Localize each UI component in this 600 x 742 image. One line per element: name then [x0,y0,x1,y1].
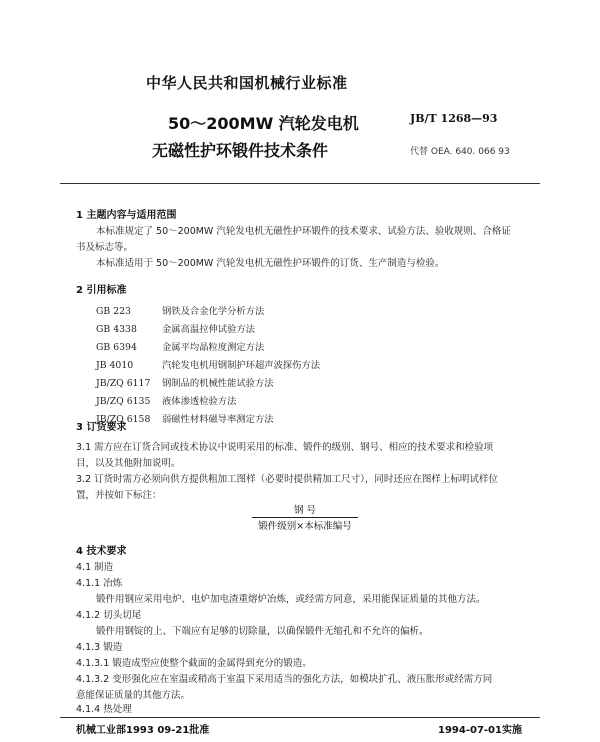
clause-4-1-1-text: 锻件用钢应采用电炉、电炉加电渣重熔炉冶炼，或经需方同意，采用能保证质量的其他方法。 [96,594,486,605]
clause-3-1b: 目，以及其他附加说明。 [76,458,181,469]
ref-item: GB 4338 金属高温拉伸试验方法 [96,324,255,335]
clause-4-1-4: 4.1.4 热处理 [76,704,132,715]
marking-formula-numerator: 钢 号 [252,502,358,518]
clause-4-1-3-2a: 4.1.3.2 变形强化应在室温或稍高于室温下采用适当的强化方法，如模块扩孔、液压胀形或经需方同 [76,674,493,685]
standard-code: JB/T 1268—93 [410,112,498,125]
replaces-note: 代替 OEA. 640. 066 93 [410,147,510,157]
approval-date: 机械工业部1993 09-21批准 [76,725,210,736]
section-1-heading: 1 主题内容与适用范围 [76,210,177,221]
clause-3-1a: 3.1 需方应在订货合同或技术协议中说明采用的标准、锻件的级别、钢号、相应的技术要求和检验项 [76,442,494,453]
ref-item: GB 223 钢铁及合金化学分析方法 [96,306,265,317]
section-1-para1b: 书及标志等。 [76,242,134,253]
ref-item: GB 6394 金属平均晶粒度测定方法 [96,342,265,353]
ref-item: JB/ZQ 6117 钢制品的机械性能试验方法 [96,378,274,389]
section-1-para1a: 本标准规定了 50～200MW 汽轮发电机无磁性护环锻件的技术要求、试验方法、验收规则、合格证 [96,226,511,237]
section-4-heading: 4 技术要求 [76,546,127,557]
header-divider [60,183,540,184]
ref-item: JB/ZQ 6135 液体渗透检验方法 [96,396,237,407]
clause-3-2b: 置，并按如下标注： [76,490,162,501]
effective-date: 1994-07-01实施 [438,725,522,736]
clause-4-1-3: 4.1.3 锻造 [76,642,123,653]
marking-formula [252,502,358,532]
footer-divider [60,717,540,718]
standard-title-line2: 无磁性护环锻件技术条件 [152,141,329,160]
clause-4-1-1: 4.1.1 冶炼 [76,578,123,589]
clause-4-1: 4.1 制造 [76,562,114,573]
marking-formula-denominator: 锻件级别×本标准编号 [258,521,352,532]
section-1-para2: 本标准适用于 50～200MW 汽轮发电机无磁性护环锻件的订货、生产制造与检验。 [96,258,445,269]
clause-4-1-2-text: 锻件用钢锭的上、下端应有足够的切除量，以确保锻件无缩孔和不允许的偏析。 [96,626,429,637]
clause-4-1-3-2b: 意能保证质量的其他方法。 [76,690,191,701]
section-2-heading: 2 引用标准 [76,285,127,296]
clause-4-1-2: 4.1.2 切头切尾 [76,610,142,621]
ref-item: JB 4010 汽轮发电机用钢制护环超声波探伤方法 [96,360,321,371]
clause-4-1-3-1: 4.1.3.1 锻造成型应使整个截面的金属得到充分的锻造。 [76,658,312,669]
clause-3-2a: 3.2 订货时需方必须向供方提供粗加工图样（必要时提供精加工尺寸），同时还应在图样上标明试样位 [76,474,498,485]
ref-item: JB/ZQ 6158 弱磁性材料磁导率测定方法 [96,414,274,425]
standard-title-line1: 50～200MW 汽轮发电机 [168,114,359,133]
issuing-authority: 中华人民共和国机械行业标准 [146,74,348,92]
section-3-heading: 3 订货要求 [76,422,127,433]
